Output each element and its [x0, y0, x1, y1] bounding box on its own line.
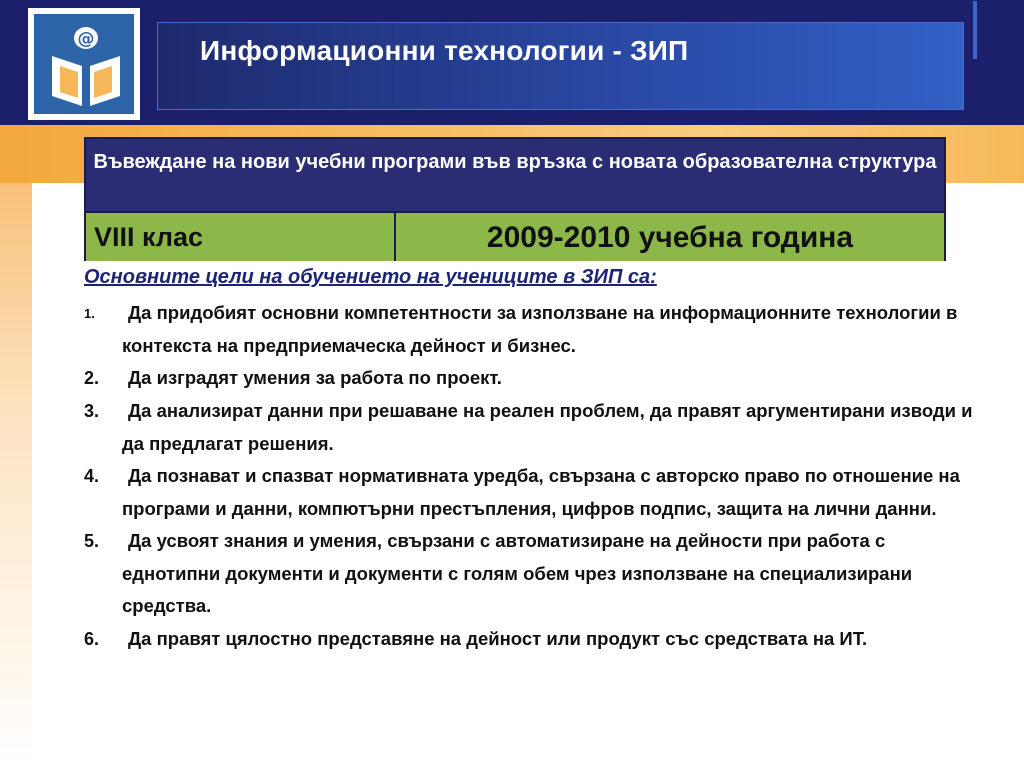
list-item-number: 3.	[84, 401, 100, 421]
at-sign-book-icon	[34, 14, 134, 114]
list-item-text: Да анализират данни при решаване на реален проблем, да правят аргументирани изводи и да предлагат решения.	[122, 400, 973, 454]
svg-text:@: @	[77, 29, 95, 49]
list-item	[84, 297, 984, 362]
left-decor-stripe	[0, 183, 32, 768]
goals-heading: Основните цели на обучението на учениците в ЗИП са:	[84, 266, 657, 288]
list-item-number: 6.	[84, 628, 100, 649]
list-item-text: Да придобият основни компетентности за използване на информационните технологии в контекста на предприемаческа дейност и бизнес.	[122, 302, 958, 356]
list-item-number: 1.	[84, 306, 95, 321]
title-panel	[157, 22, 964, 110]
school-year-cell: 2009-2010 учебна година	[486, 221, 854, 254]
list-item	[84, 362, 984, 395]
list-item-number: 4.	[84, 466, 100, 486]
list-item-number: 5.	[84, 531, 100, 551]
list-item-text: Да изградят умения за работа по проект.	[128, 367, 502, 388]
list-item	[84, 460, 984, 525]
list-item-text: Да правят цялостно представяне на дейност или продукт със средствата на ИТ.	[128, 627, 868, 649]
list-item	[84, 525, 984, 623]
logo	[28, 8, 140, 120]
goals-list	[84, 297, 984, 656]
title-accent-bar	[973, 1, 977, 59]
info-table	[84, 137, 946, 261]
logo-background	[34, 14, 134, 114]
page-title: Информационни технологии - ЗИП	[200, 35, 689, 66]
list-item	[84, 395, 984, 460]
info-table-caption: Въвеждане на нови учебни програми във връзка с новата образователна структура	[86, 139, 944, 211]
list-item-number: 2.	[84, 368, 100, 388]
list-item-text: Да усвоят знания и умения, свързани с автоматизиране на дейности при работа с еднотипни документи и документи с голям обем чрез използване на специализирани средства.	[122, 530, 913, 616]
info-table-row	[86, 211, 944, 261]
list-item-text: Да познават и спазват нормативната уредба, свързана с авторско право по отношение на програми и данни, компютърни престъпления, цифров подпис, защита на лични данни.	[122, 465, 960, 519]
list-item	[84, 623, 984, 656]
grade-cell: VIII клас	[86, 213, 396, 261]
